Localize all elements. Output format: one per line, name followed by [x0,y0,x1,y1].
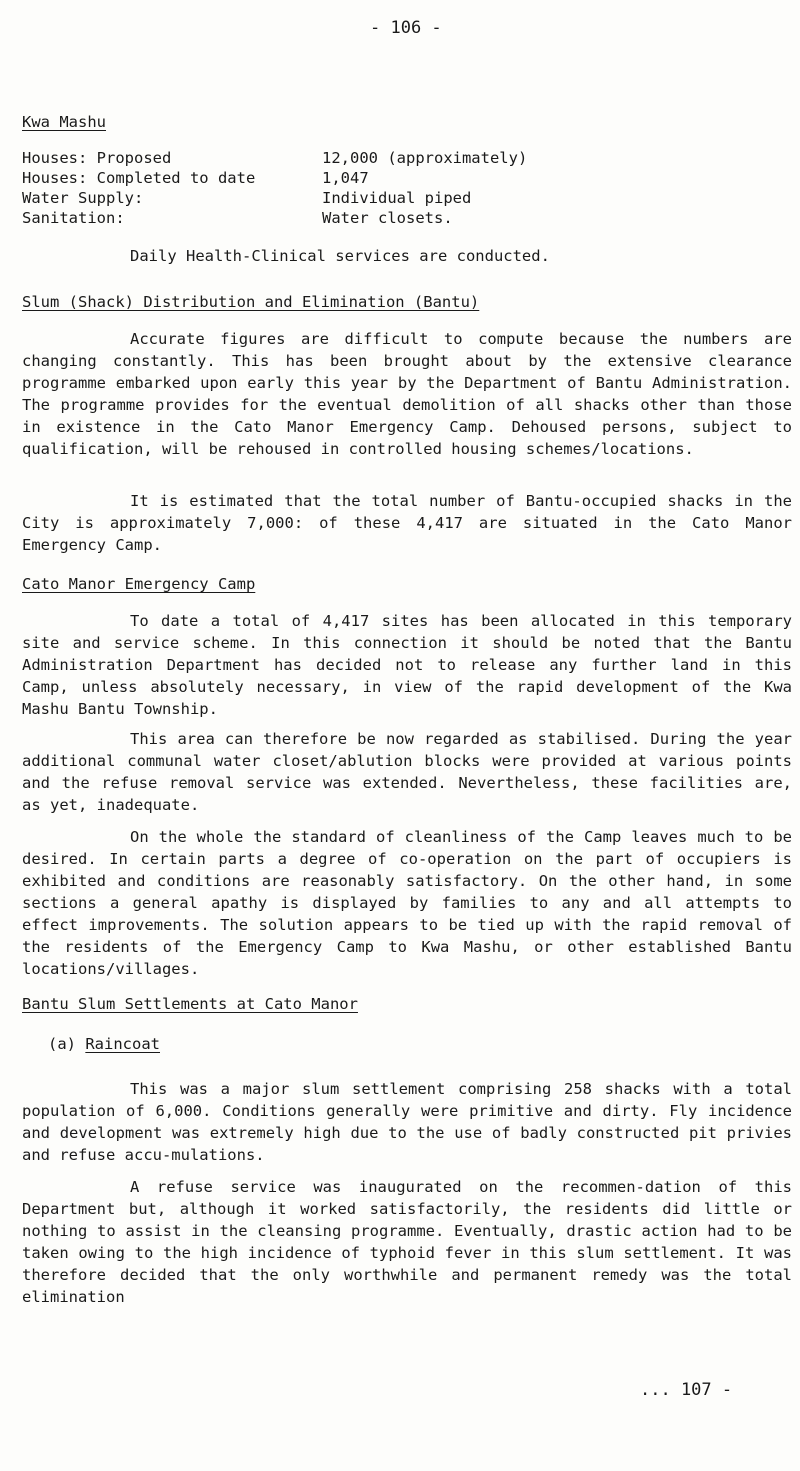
housing-label: Water Supply: [22,189,144,207]
paragraph-4: This area can therefore be now regarded as stabilised. During the year additional communal water closet/ablution blocks were provided at various points and the refuse removal service was extended. Nevertheless, these facilities are, as yet, inadequate. [22,730,792,814]
heading-cato-manor-camp: Cato Manor Emergency Camp [22,575,256,593]
housing-value: 12,000 (approximately) [322,149,528,167]
housing-value: Individual piped [322,189,472,207]
paragraph-2: It is estimated that the total number of Bantu-occupied shacks in the City is approximately 7,000: of these 4,417 are situated in the Cato Manor Emergency Camp. [22,492,792,554]
housing-row [22,188,782,208]
housing-table [22,148,782,228]
housing-row [22,208,782,228]
paragraph-6: This was a major slum settlement comprising 258 shacks with a total population of 6,000. Conditions generally were primitive and dirty. Fly incidence and development was extremely high due to the use of badly constructed pit privies and refuse accu-mulations. [22,1080,792,1164]
paragraph-3: To date a total of 4,417 sites has been allocated in this temporary site and service scheme. In this connection it should be noted that the Bantu Administration Department has decided not to release any further land in this Camp, unless absolutely necessary, in view of the rapid development of the Kwa Mashu Bantu Township. [22,612,792,718]
housing-value: Water closets. [322,209,453,227]
housing-label: Houses: Completed to date [22,169,256,187]
heading-slum-distribution: Slum (Shack) Distribution and Elimination (Bantu) [22,293,480,311]
paragraph-7: A refuse service was inaugurated on the recommen-dation of this Department but, although it worked satisfactorily, the residents did little or nothing to assist in the cleansing programme. Eventually, drastic action had to be taken owing to the high incidence of typhoid fever in this slum settlement. It was therefore decided that the only worthwhile and permanent remedy was the total elimination [22,1178,792,1306]
page-number: - 106 - [370,18,442,38]
continuation-page-number: ... 107 - [640,1380,733,1400]
housing-row [22,148,782,168]
housing-label: Houses: Proposed [22,149,172,167]
housing-value: 1,047 [322,169,369,187]
housing-label: Sanitation: [22,209,125,227]
heading-kwa-mashu: Kwa Mashu [22,113,106,131]
housing-row [22,168,782,188]
subsection-title: Raincoat [85,1035,160,1053]
paragraph-5: On the whole the standard of cleanliness of the Camp leaves much to be desired. In certain parts a degree of co-operation on the part of occupiers is exhibited and conditions are reasonably satisfactory. On the other hand, in some sections a general apathy is displayed by families to any and all attempts to effect improvements. The solution appears to be tied up with the rapid removal of the residents of the Emergency Camp to Kwa Mashu, or other established Bantu locations/villages. [22,828,792,978]
paragraph-1: Accurate figures are difficult to compute because the numbers are changing constantly. This has been brought about by the extensive clearance programme embarked upon early this year by the Department of Bantu Administration. The programme provides for the eventual demolition of all shacks other than those in existence in the Cato Manor Emergency Camp. Dehoused persons, subject to qualification, will be rehoused in controlled housing schemes/locations. [22,330,792,458]
daily-services-note: Daily Health-Clinical services are conducted. [130,247,550,265]
heading-bantu-settlements: Bantu Slum Settlements at Cato Manor [22,995,358,1013]
subsection-letter: (a) [48,1035,76,1053]
subsection-label [48,1034,160,1054]
